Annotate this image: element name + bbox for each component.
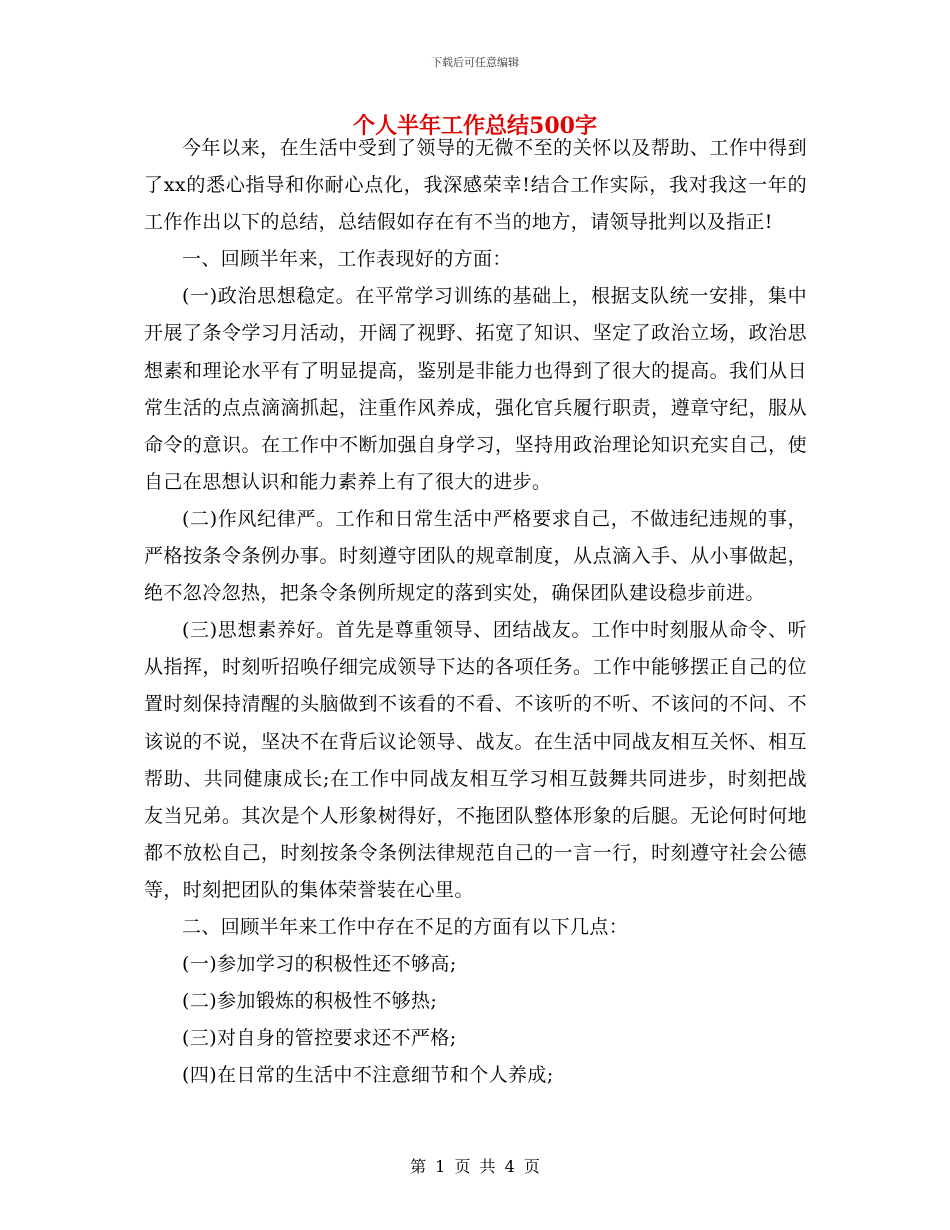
- paragraph-item-3: (三)思想素养好。首先是尊重领导、团结战友。工作中时刻服从命令、听从指挥，时刻听招唤仔细完成领导下达的各项任务。工作中能够摆正自己的位置时刻保持清醒的头脑做到不该看的不看、不该听的不听、不该问的不问、不该说的不说，坚决不在背后议论领导、战友。在生活中同战友相互关怀、相互帮助、共同健康成长;在工作中同战友相互学习相互鼓舞共同进步，时刻把战友当兄弟。其次是个人形象树得好，不拖团队整体形象的后腿。无论何时何地都不放松自己，时刻按条令条例法律规范自己的一言一行，时刻遵守社会公德等，时刻把团队的集体荣誉装在心里。: [144, 619, 807, 901]
- list-item: (二)参加锻炼的积极性不够热;: [182, 990, 438, 1013]
- section-heading-1: 一、回顾半年来，工作表现好的方面：: [182, 248, 512, 271]
- list-item: (一)参加学习的积极性还不够高;: [182, 953, 457, 976]
- list-item: (四)在日常的生活中不注意细节和个人养成;: [182, 1064, 554, 1087]
- paragraph-item-2: (二)作风纪律严。工作和日常生活中严格要求自己，不做违纪违规的事，严格按条令条例办事。时刻遵守团队的规章制度，从点滴入手、从小事做起，绝不忽冷忽热，把条令条例所规定的落到实处，确保团队建设稳步前进。: [144, 507, 807, 605]
- list-item: (三)对自身的管控要求还不严格;: [182, 1027, 457, 1050]
- document-body: [144, 130, 807, 1094]
- header-note: 下载后可任意编辑: [431, 56, 519, 69]
- section-heading-2: 二、回顾半年来工作中存在不足的方面有以下几点：: [182, 915, 629, 938]
- page-footer: 第 1 页 共 4 页: [410, 1157, 540, 1176]
- document-title: 个人半年工作总结500字: [353, 113, 597, 139]
- paragraph-item-1: (一)政治思想稳定。在平常学习训练的基础上，根据支队统一安排，集中开展了条令学习月活动，开阔了视野、拓宽了知识、坚定了政治立场，政治思想素和理论水平有了明显提高，鉴别是非能力也得到了很大的提高。我们从日常生活的点点滴滴抓起，注重作风养成，强化官兵履行职责，遵章守纪，服从命令的意识。在工作中不断加强自身学习，坚持用政治理论知识充实自己，使自己在思想认识和能力素养上有了很大的进步。: [144, 285, 807, 493]
- paragraph-intro: 今年以来，在生活中受到了领导的无微不至的关怀以及帮助、工作中得到了xx的悉心指导和你耐心点化，我深感荣幸!结合工作实际，我对我这一年的工作作出以下的总结，总结假如存在有不当的地方，请领导批判以及指正!: [144, 137, 807, 234]
